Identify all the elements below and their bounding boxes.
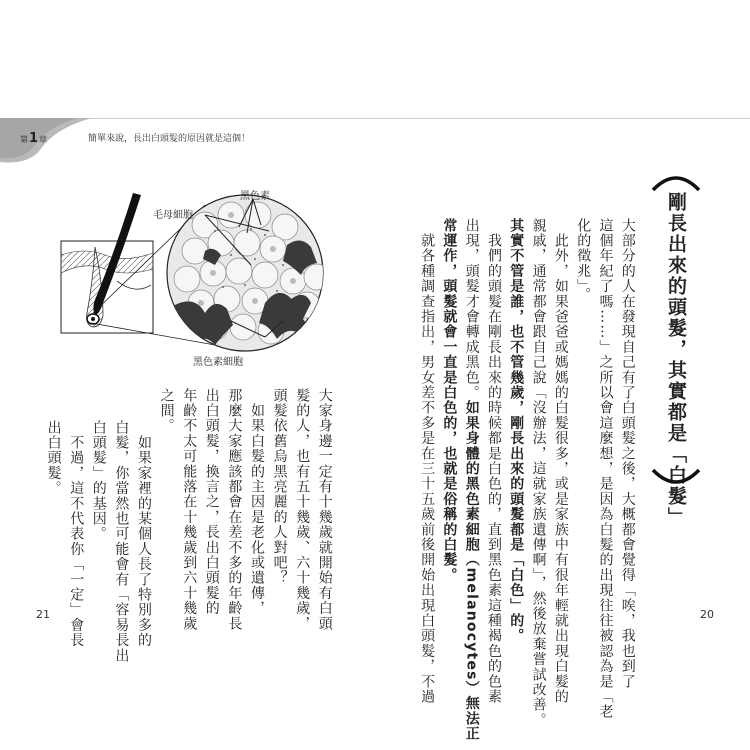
emphasized-text: 如果身體的黑色素細胞（melanocytes）無法正 (463, 400, 480, 742)
figure-label-melanocyte: 黑色素細胞 (193, 357, 243, 368)
body-text: 白髮，你當然也可能會有「容易長出 (113, 420, 130, 664)
chapter-title: 簡單來說，長出白頭髮的原因就是這個！ (88, 134, 251, 144)
page-number-right: 20 (700, 608, 714, 621)
left-page-text-column (131, 420, 155, 648)
body-text: 這個年紀了嗎……」之所以會這麼想，是因為白髮的出現往往被認為是「老 (597, 218, 614, 720)
figure-label-melanin: 黑色素 (240, 191, 270, 202)
body-text: 大家身邊一定有十幾歲就開始有白頭 (316, 388, 333, 632)
body-text: 不過，這不代表你「一定」會長 (68, 420, 85, 648)
body-text: 白頭髮」的基因。 (90, 420, 107, 542)
left-page-text-column (199, 388, 223, 616)
hair-follicle-illustration (55, 185, 335, 365)
page-number-left: 21 (36, 608, 50, 621)
left-page-text-column (312, 388, 336, 631)
left-page-text-column (267, 388, 291, 586)
body-text: 出白頭髮，換言之，長出白頭髮的 (203, 388, 220, 616)
figure-label-hair-matrix-cell: 毛母細胞 (153, 210, 193, 221)
body-text: 頭髮依舊烏黑亮麗的人對吧？ (271, 388, 288, 586)
body-text: 髮的人，也有五十幾歲、六十幾歲， (294, 388, 311, 632)
body-text: 如果家裡的某個人長了特別多的 (135, 420, 152, 648)
body-text: 出現，頭髮才會轉成黑色。 (463, 218, 480, 401)
left-page-text-column (86, 420, 110, 542)
section-heading: 剛長出來的頭髮，其實都是「白髮」 (665, 192, 687, 528)
left-page-text-column (63, 420, 87, 648)
body-text: 化的徵兆」。 (575, 218, 592, 303)
body-text: 那麼大家應該都會在差不多的年齡長 (226, 388, 243, 632)
emphasized-text: 其實不管是誰，也不管幾歲，剛長出來的頭髮都是「白色」的。 (508, 218, 525, 644)
left-page-text-column (244, 388, 268, 616)
left-page-text-column (222, 388, 246, 631)
left-page-text-column (41, 420, 65, 496)
body-text: 此外，如果爸爸或媽媽的白髮很多，或是家族中有很年輕就出現白髮的 (552, 218, 569, 705)
body-text: 之間。 (158, 388, 175, 434)
body-text: 就各種調查指出，男女差不多是在三十五歲前後開始出現白頭髮，不過 (419, 218, 436, 705)
body-text: 年齡不太可能落在十幾歲到六十幾歲 (181, 388, 198, 632)
body-text: 我們的頭髮在剛長出來的時候都是白色的，直到黑色素這種褐色的色素 (485, 218, 502, 705)
emphasized-text: 常運作，頭髮就會一直是白色的，也就是俗稱的白髮。 (441, 218, 458, 583)
body-text: 親戚，通常都會跟自己說「沒辦法，這就家族遺傳啊」，然後放棄嘗試改善。 (530, 218, 547, 728)
left-page-text-column (176, 388, 200, 631)
body-text: 大部分的人在發現自己有了白頭髮之後，大概都會覺得「唉，我也到了 (619, 218, 636, 690)
body-text: 出白頭髮。 (45, 420, 62, 496)
chapter-number-label: 第1章 (20, 131, 48, 146)
body-text: 如果白髮的主因是老化或遺傳， (248, 388, 265, 616)
left-page-text-column (109, 420, 133, 663)
left-page-text-column (289, 388, 313, 631)
left-page-text-column (154, 388, 178, 434)
